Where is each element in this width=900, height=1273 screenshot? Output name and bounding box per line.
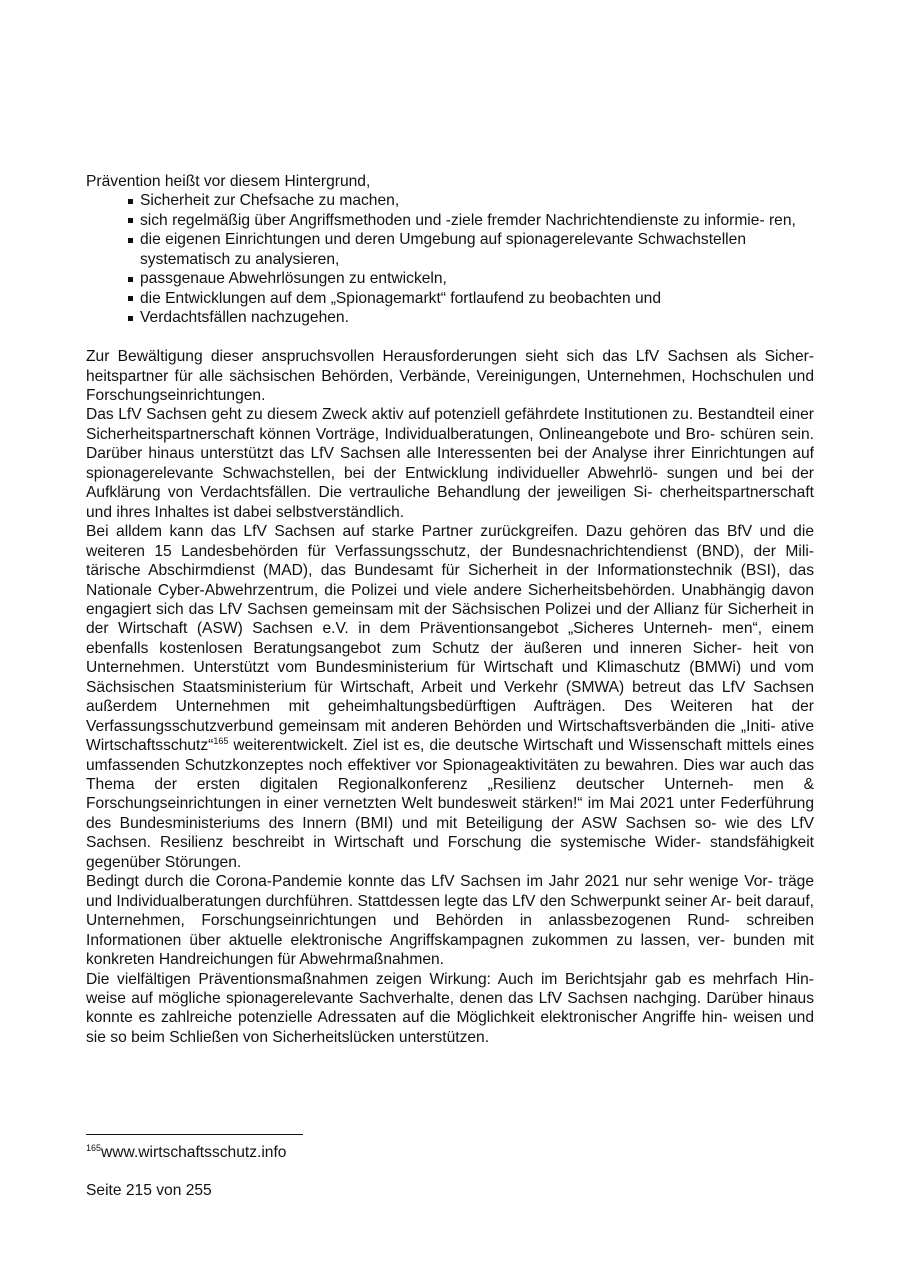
footnote: [86, 1143, 286, 1162]
list-item: Verdachtsfällen nachzugehen.: [128, 308, 814, 327]
square-bullet-icon: [128, 199, 133, 204]
paragraph-partners: Bei alldem kann das LfV Sachsen auf starke Partner zurückgreifen. Dazu gehören das BfV und die weiteren 15 Landesbehörden für Verfassungsschutz, der Bundesnachrichtendienst (BND), der Mili- tärische Abschirmdienst (MAD), das Bundesamt für Sicherheit in der Informationstechnik (BSI), das Nationale Cyber-Abwehrzentrum, die Polizei und viele andere Sicherheitsbehörden. Unabhängig davon engagiert sich das LfV Sachsen gemeinsam mit der Sächsischen Polizei und der Allianz für Sicherheit in der Wirtschaft (ASW) Sachsen e.V. in dem Präventionsangebot „Sicheres Unterneh- men“, einem ebenfalls kostenlosen Beratungsangebot zum Schutz der äußeren und inneren Sicher- heit von Unternehmen. Unterstützt vom Bundesministerium für Wirtschaft und Klimaschutz (BMWi) und vom Sächsischen Staatsministerium für Wirtschaft, Arbeit und Verkehr (SMWA) betreut das LfV Sachsen außerdem Unternehmen mit geheimhaltungsbedürftigen Aufträgen. Des Weiteren hat der Verfassungsschutzverbund gemeinsam mit anderen Behörden und Wirtschaftsverbänden die „Initi- ative Wirtschaftsschutz“$^{165}$ weiterentwickelt. Ziel ist es, die deutsche Wirtschaft und Wissenschaft mittels eines umfassenden Schutzkonzeptes noch effektiver vor Spionageaktivitäten zu bewahren. Dies war auch das Thema der ersten digitalen Regionalkonferenz „Resilienz deutscher Unterneh- men & Forschungseinrichtungen in einer vernetzten Welt bundesweit stärken!“ im Mai 2021 unter Federführung des Bundesministeriums des Innern (BMI) und mit Beteiligung der ASW Sachsen so- wie des LfV Sachsen. Resilienz beschreibt in Wirtschaft und Forschung die systemische Wider- standsfähigkeit gegenüber Störungen.: [86, 523, 814, 871]
paragraph-effect: Die vielfältigen Präventionsmaßnahmen zeigen Wirkung: Auch im Berichtsjahr gab es mehrfach Hin- weise auf mögliche spionagerelevante Sachverhalte, denen das LfV Sachsen nachging. Darüber hinaus konnte es zahlreiche potenzielle Adressaten auf die Möglichkeit elektronischer Angriffe hin- weisen und sie so beim Schließen von Sicherheitslücken unterstützen.: [86, 970, 814, 1046]
footnote-reference: 165: [213, 736, 229, 747]
list-item: passgenaue Abwehrlösungen zu entwickeln,: [128, 269, 814, 288]
paragraph-partnership: Das LfV Sachsen geht zu diesem Zweck aktiv auf potenziell gefährdete Institutionen zu. Bestandteil einer Sicherheitspartnerschaft können Vorträge, Individualberatungen, Onlineangebote und Bro- schüren sein. Darüber hinaus unterstützt das LfV Sachsen alle Interessenten bei der Analyse ihrer Einrichtungen auf spionagerelevante Schwachstellen, bei der Entwicklung individueller Abwehrlö- sungen und bei der Aufklärung von Verdachtsfällen. Die vertrauliche Behandlung der jeweiligen Si- cherheitspartnerschaft und ihres Inhaltes ist dabei selbstverständlich.: [86, 406, 814, 521]
square-bullet-icon: [128, 218, 133, 223]
prevention-list: [86, 191, 814, 327]
document-body: [86, 172, 814, 1047]
square-bullet-icon: [128, 296, 133, 301]
list-item: die eigenen Einrichtungen und deren Umgebung auf spionagerelevante Schwachstellen systematisch zu analysieren,: [128, 230, 814, 269]
square-bullet-icon: [128, 316, 133, 321]
page-number: Seite 215 von 255: [86, 1182, 212, 1199]
intro-text: Prävention heißt vor diesem Hintergrund,: [86, 173, 371, 190]
square-bullet-icon: [128, 238, 133, 243]
paragraph-gap: [86, 328, 814, 347]
footnote-separator: [86, 1134, 303, 1135]
list-item: die Entwicklungen auf dem „Spionagemarkt“ fortlaufend zu beobachten und: [128, 289, 814, 308]
paragraph-security-partner: Zur Bewältigung dieser anspruchsvollen Herausforderungen sieht sich das LfV Sachsen als Sicher- heitspartner für alle sächsischen Behörden, Verbände, Vereinigungen, Unternehmen, Hochschulen und Forschungseinrichtungen.: [86, 348, 814, 404]
footnote-number: 165: [86, 1143, 102, 1153]
list-item: sich regelmäßig über Angriffsmethoden und -ziele fremder Nachrichtendienste zu informie- ren,: [128, 211, 814, 230]
list-item: Sicherheit zur Chefsache zu machen,: [128, 191, 814, 210]
square-bullet-icon: [128, 277, 133, 282]
paragraph-pandemic: Bedingt durch die Corona-Pandemie konnte das LfV Sachsen im Jahr 2021 nur sehr wenige Vor- träge und Individualberatungen durchführen. Stattdessen legte das LfV den Schwerpunkt seiner Ar- beit darauf, Unternehmen, Forschungseinrichtungen und Behörden in anlassbezogenen Rund- schreiben Informationen über aktuelle elektronische Angriffskampagnen zukommen zu lassen, ver- bunden mit konkreten Handreichungen für Abwehrmaßnahmen.: [86, 873, 814, 969]
footnote-link[interactable]: www.wirtschaftsschutz.info: [101, 1144, 287, 1161]
